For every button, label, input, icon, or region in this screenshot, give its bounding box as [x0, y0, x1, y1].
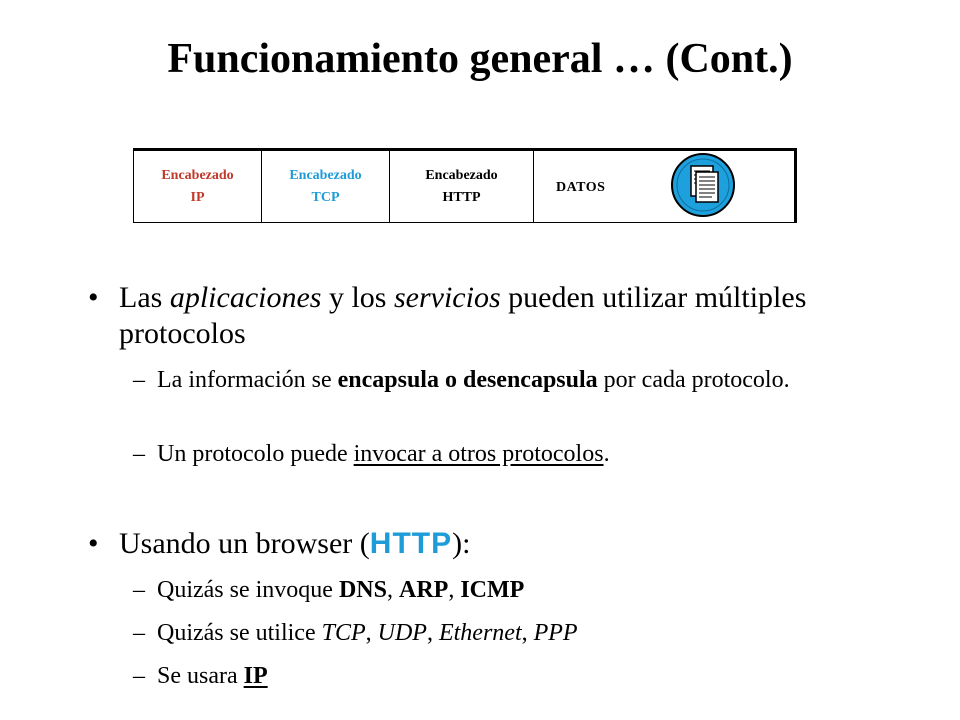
text-run: .	[603, 441, 610, 467]
dash-marker: –	[133, 620, 145, 646]
text-run: por cada protocolo.	[597, 367, 790, 393]
text-run-bold: encapsula o desencapsula	[337, 367, 598, 393]
sub-bullet-text	[157, 660, 877, 692]
dash-marker: –	[133, 441, 145, 467]
http-header-line2: HTTP	[442, 189, 481, 205]
ip-header-line2: IP	[190, 189, 205, 205]
sub-bullet-text	[157, 617, 877, 649]
text-run-italic: TCP	[321, 620, 366, 646]
bullet-marker: •	[88, 281, 99, 314]
dash-marker: –	[133, 577, 145, 603]
text-run: Se usara	[157, 663, 244, 689]
sub-bullet-text	[157, 574, 877, 606]
slide-title: Funcionamiento general … (Cont.)	[167, 36, 793, 82]
text-run: ,	[521, 620, 534, 646]
data-label: DATOS	[556, 180, 606, 195]
text-run: ,	[365, 620, 378, 646]
text-run: pueden utilizar múltiples protocolos	[119, 281, 807, 350]
text-run-bold: DNS	[338, 577, 387, 603]
text-run-italic: servicios	[393, 281, 501, 314]
text-run-italic: PPP	[533, 620, 578, 646]
text-run: ,	[386, 577, 399, 603]
text-run: Las	[119, 281, 170, 314]
http-header-line1: Encabezado	[425, 167, 498, 183]
dash-marker: –	[133, 367, 145, 393]
text-run: ,	[426, 620, 439, 646]
text-run: Usando un browser (	[119, 527, 370, 560]
text-run-http: HTTP	[369, 527, 453, 560]
text-run-bold-underlined: IP	[243, 663, 268, 689]
text-run: ):	[452, 527, 471, 560]
text-run: Quizás se invoque	[157, 577, 339, 603]
ip-header-line1: Encabezado	[161, 167, 234, 183]
text-run-italic: UDP	[377, 620, 427, 646]
bullet-marker: •	[88, 527, 99, 560]
dash-marker: –	[133, 663, 145, 689]
text-run-bold: ARP	[398, 577, 449, 603]
tcp-header-line2: TCP	[311, 189, 340, 205]
text-run: Un protocolo puede	[157, 441, 354, 467]
text-run: La información se	[157, 367, 338, 393]
text-run: Quizás se utilice	[157, 620, 322, 646]
text-run-bold: ICMP	[460, 577, 525, 603]
text-run-italic: aplicaciones	[169, 281, 322, 314]
bullet-text	[119, 280, 879, 352]
text-run: y los	[321, 281, 394, 314]
sub-bullet-text	[157, 438, 877, 470]
tcp-header-line1: Encabezado	[289, 167, 362, 183]
text-run-italic: Ethernet	[438, 620, 522, 646]
text-run: ,	[448, 577, 461, 603]
text-run-underlined: invocar a otros protocolos	[353, 441, 604, 467]
bullet-text	[119, 526, 879, 562]
sub-bullet-text	[157, 364, 877, 396]
